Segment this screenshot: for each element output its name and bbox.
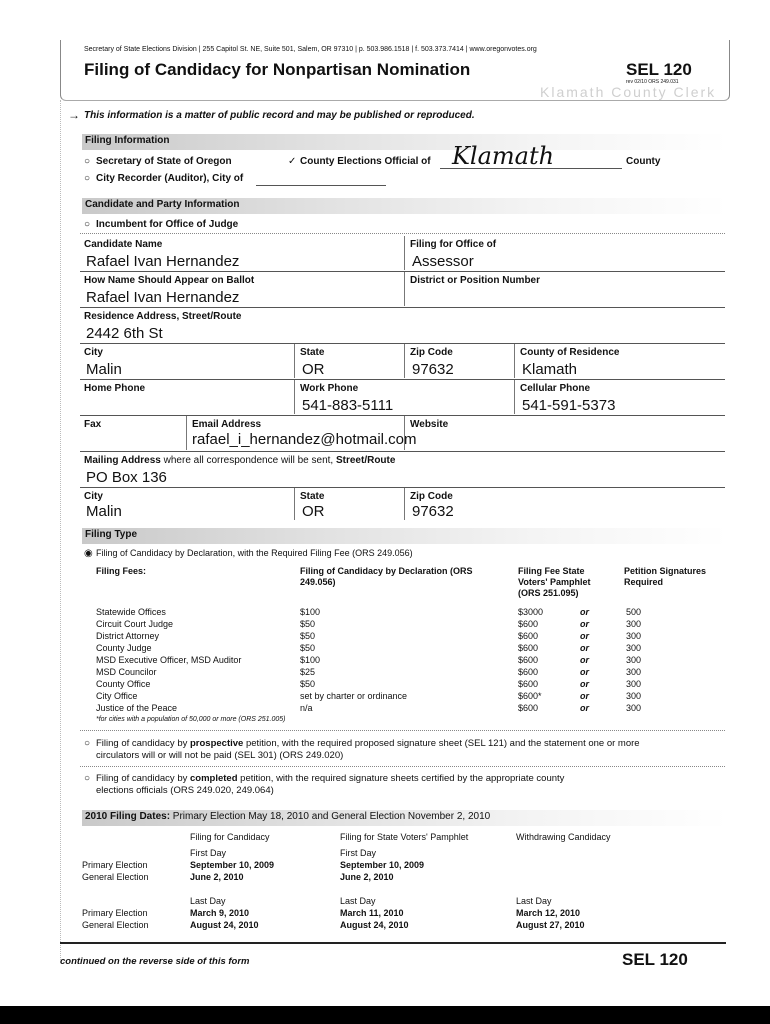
col-petition-header: Petition Signatures Required	[624, 566, 707, 587]
option-declaration[interactable]: ◉ Filing of Candidacy by Declaration, with the Required Filing Fee (ORS 249.056)	[84, 548, 413, 559]
option-completed-petition[interactable]: ○ Filing of candidacy by completed petition, with the required signature sheets certified by the appropriate county elections officials (ORS 249.020, 249.064)	[84, 773, 565, 796]
or-cell: or	[580, 607, 589, 617]
county-underline	[440, 168, 622, 169]
state-label: State	[300, 347, 325, 358]
divider	[80, 766, 725, 767]
divider	[404, 236, 405, 270]
county-residence-value: Klamath	[522, 361, 578, 378]
header-address-line: Secretary of State Elections Division | 255 Capitol St. NE, Suite 501, Salem, OR 97310 | p. 503.986.1518 | f. 503.373.7414 | www.oregonvotes.org	[84, 46, 537, 53]
form-code: SEL 120	[626, 60, 692, 79]
divider	[186, 416, 187, 450]
divider	[80, 451, 725, 452]
pamphlet-cell: $600	[518, 679, 539, 689]
office-value: Assessor	[412, 253, 474, 270]
office-cell: County Office	[96, 679, 151, 689]
pamphlet-cell: $600	[518, 643, 539, 653]
mailing-value: PO Box 136	[86, 469, 167, 486]
candidate-heading: Candidate and Party Information	[82, 198, 728, 214]
office-cell: District Attorney	[96, 631, 160, 641]
office-cell: County Judge	[96, 643, 152, 653]
work-phone-label: Work Phone	[300, 383, 359, 394]
radio-empty-icon: ○	[84, 219, 91, 230]
signatures-cell: 500	[626, 607, 642, 617]
email-value: rafael_i_hernandez@hotmail.com	[192, 431, 417, 448]
general-election-label: General Election	[82, 872, 149, 882]
divider	[294, 380, 295, 414]
fee-cell: n/a	[300, 703, 313, 713]
zip-value: 97632	[412, 361, 454, 378]
divider	[404, 416, 405, 450]
divider	[80, 415, 725, 416]
radio-selected-icon: ◉	[84, 548, 93, 559]
date-value: June 2, 2010	[340, 872, 394, 882]
divider	[80, 487, 725, 488]
email-label: Email Address	[192, 419, 262, 430]
fee-cell: $100	[300, 607, 321, 617]
general-election-label: General Election	[82, 920, 149, 930]
option-incumbent-judge[interactable]: ○ Incumbent for Office of Judge	[84, 219, 239, 230]
mailing-label: Mailing Address where all correspondence will be sent, Street/Route	[84, 455, 396, 466]
county-residence-label: County of Residence	[520, 347, 620, 358]
divider	[404, 344, 405, 378]
form-revision: rev 02/10 ORS 249.031	[626, 79, 679, 85]
footer-rule	[60, 942, 726, 944]
divider	[404, 272, 405, 306]
col-declaration-header: Filing of Candidacy by Declaration (ORS 249.056)	[300, 566, 473, 587]
county-suffix: County	[626, 156, 661, 167]
left-margin-line	[60, 100, 61, 960]
filing-type-heading: Filing Type	[82, 528, 728, 544]
date-value: August 24, 2010	[190, 920, 259, 930]
divider	[404, 488, 405, 520]
fee-cell: $100	[300, 655, 321, 665]
divider	[80, 307, 725, 308]
residence-label: Residence Address, Street/Route	[84, 311, 242, 322]
city-underline	[256, 185, 386, 186]
divider	[514, 344, 515, 378]
divider	[294, 488, 295, 520]
fee-footnote: *for cities with a population of 50,000 or more (ORS 251.005)	[96, 716, 286, 723]
radio-checked-icon: ✓	[288, 156, 297, 167]
first-day-label: First Day	[190, 848, 226, 858]
divider	[80, 233, 725, 234]
primary-election-label: Primary Election	[82, 908, 148, 918]
last-day-label: Last Day	[190, 896, 226, 906]
pamphlet-cell: $600	[518, 667, 539, 677]
fees-label: Filing Fees:	[96, 566, 147, 576]
office-cell: Justice of the Peace	[96, 703, 178, 713]
city-value: Malin	[86, 361, 122, 378]
office-label: Filing for Office of	[410, 239, 497, 250]
signatures-cell: 300	[626, 655, 642, 665]
pamphlet-cell: $600	[518, 631, 539, 641]
date-value: June 2, 2010	[190, 872, 244, 882]
or-cell: or	[580, 631, 589, 641]
or-cell: or	[580, 667, 589, 677]
date-value: March 9, 2010	[190, 908, 250, 918]
pamphlet-cell: $600	[518, 655, 539, 665]
signatures-cell: 300	[626, 631, 642, 641]
divider	[80, 343, 725, 344]
candidate-name-value: Rafael Ivan Hernandez	[86, 253, 240, 270]
website-label: Website	[410, 419, 449, 430]
mailing-state-label: State	[300, 491, 325, 502]
ballot-name-label: How Name Should Appear on Ballot	[84, 275, 255, 286]
fax-label: Fax	[84, 419, 102, 430]
first-day-label: First Day	[340, 848, 376, 858]
office-cell: Circuit Court Judge	[96, 619, 174, 629]
mailing-city-value: Malin	[86, 503, 122, 520]
home-phone-label: Home Phone	[84, 383, 146, 394]
candidate-name-label: Candidate Name	[84, 239, 163, 250]
mailing-state-value: OR	[302, 503, 325, 520]
date-value: March 11, 2010	[340, 908, 404, 918]
radio-empty-icon: ○	[84, 738, 91, 749]
date-value: March 12, 2010	[516, 908, 581, 918]
form-title: Filing of Candidacy for Nonpartisan Nomination	[84, 60, 471, 79]
signatures-cell: 300	[626, 619, 642, 629]
office-cell: MSD Executive Officer, MSD Auditor	[96, 655, 242, 665]
residence-value: 2442 6th St	[86, 325, 163, 342]
date-value: September 10, 2009	[340, 860, 425, 870]
mailing-zip-label: Zip Code	[410, 491, 453, 502]
fee-cell: $50	[300, 631, 316, 641]
or-cell: or	[580, 619, 589, 629]
divider	[80, 379, 725, 380]
fee-cell: $50	[300, 643, 316, 653]
radio-empty-icon: ○	[84, 173, 91, 184]
option-city-recorder[interactable]: ○ City Recorder (Auditor), City of	[84, 173, 244, 184]
filing-information-heading: Filing Information	[82, 134, 728, 150]
or-cell: or	[580, 655, 589, 665]
office-cell: City Office	[96, 691, 138, 701]
pamphlet-cell: $600	[518, 703, 539, 713]
radio-empty-icon: ○	[84, 773, 91, 784]
cell-phone-value: 541-591-5373	[522, 397, 616, 414]
signatures-cell: 300	[626, 679, 642, 689]
filing-dates-heading: 2010 Filing Dates: Primary Election May 18, 2010 and General Election November 2, 2010	[82, 810, 728, 826]
date-value: August 27, 2010	[516, 920, 585, 930]
date-value: September 10, 2009	[190, 860, 275, 870]
cell-phone-label: Cellular Phone	[520, 383, 591, 394]
or-cell: or	[580, 679, 589, 689]
pamphlet-cell: $600	[518, 619, 539, 629]
radio-empty-icon: ○	[84, 156, 91, 167]
divider	[294, 344, 295, 378]
dates-col-pamphlet: Filing for State Voters' Pamphlet	[340, 832, 469, 842]
work-phone-value: 541-883-5111	[302, 397, 394, 414]
clerk-stamp: Klamath County Clerk	[540, 84, 717, 100]
state-value: OR	[302, 361, 325, 378]
footer-form-code: SEL 120	[622, 950, 688, 969]
county-handwritten-value: Klamath	[452, 142, 555, 170]
or-cell: or	[580, 691, 589, 701]
signatures-cell: 300	[626, 643, 642, 653]
office-cell: Statewide Offices	[96, 607, 166, 617]
date-value: August 24, 2010	[340, 920, 409, 930]
mailing-zip-value: 97632	[412, 503, 454, 520]
pamphlet-cell: $600*	[518, 691, 542, 701]
scan-bottom-bar	[0, 1006, 770, 1024]
option-county-elections[interactable]: ✓ County Elections Official of	[288, 156, 431, 167]
public-record-notice: This information is a matter of public record and may be published or reproduced.	[84, 110, 475, 121]
divider	[80, 730, 725, 731]
pamphlet-cell: $3000	[518, 607, 544, 617]
ballot-name-value: Rafael Ivan Hernandez	[86, 289, 240, 306]
signatures-cell: 300	[626, 667, 642, 677]
divider	[80, 271, 725, 272]
fee-cell: $50	[300, 619, 316, 629]
arrow-right-icon: →	[68, 108, 80, 122]
fee-cell: $50	[300, 679, 316, 689]
signatures-cell: 300	[626, 703, 642, 713]
zip-label: Zip Code	[410, 347, 453, 358]
city-label: City	[84, 347, 103, 358]
office-cell: MSD Councilor	[96, 667, 157, 677]
district-label: District or Position Number	[410, 275, 541, 286]
option-prospective-petition[interactable]: ○ Filing of candidacy by prospective petition, with the required proposed signature sheet (SEL 121) and the statement one or more circulators will or will not be paid (SEL 301) (ORS 249.020)	[84, 738, 640, 761]
or-cell: or	[580, 643, 589, 653]
dates-col-candidacy: Filing for Candidacy	[190, 832, 270, 842]
signatures-cell: 300	[626, 691, 642, 701]
last-day-label: Last Day	[340, 896, 376, 906]
mailing-city-label: City	[84, 491, 103, 502]
fee-cell: set by charter or ordinance	[300, 691, 408, 701]
col-pamphlet-header: Filing Fee State Voters' Pamphlet (ORS 251.095)	[518, 566, 591, 598]
fee-cell: $25	[300, 667, 316, 677]
dates-col-withdrawing: Withdrawing Candidacy	[516, 832, 611, 842]
option-secretary-of-state[interactable]: ○ Secretary of State of Oregon	[84, 156, 232, 167]
header-bracket	[60, 40, 730, 101]
divider	[514, 380, 515, 414]
or-cell: or	[580, 703, 589, 713]
last-day-label: Last Day	[516, 896, 552, 906]
primary-election-label: Primary Election	[82, 860, 148, 870]
continued-note: continued on the reverse side of this form	[60, 956, 250, 967]
